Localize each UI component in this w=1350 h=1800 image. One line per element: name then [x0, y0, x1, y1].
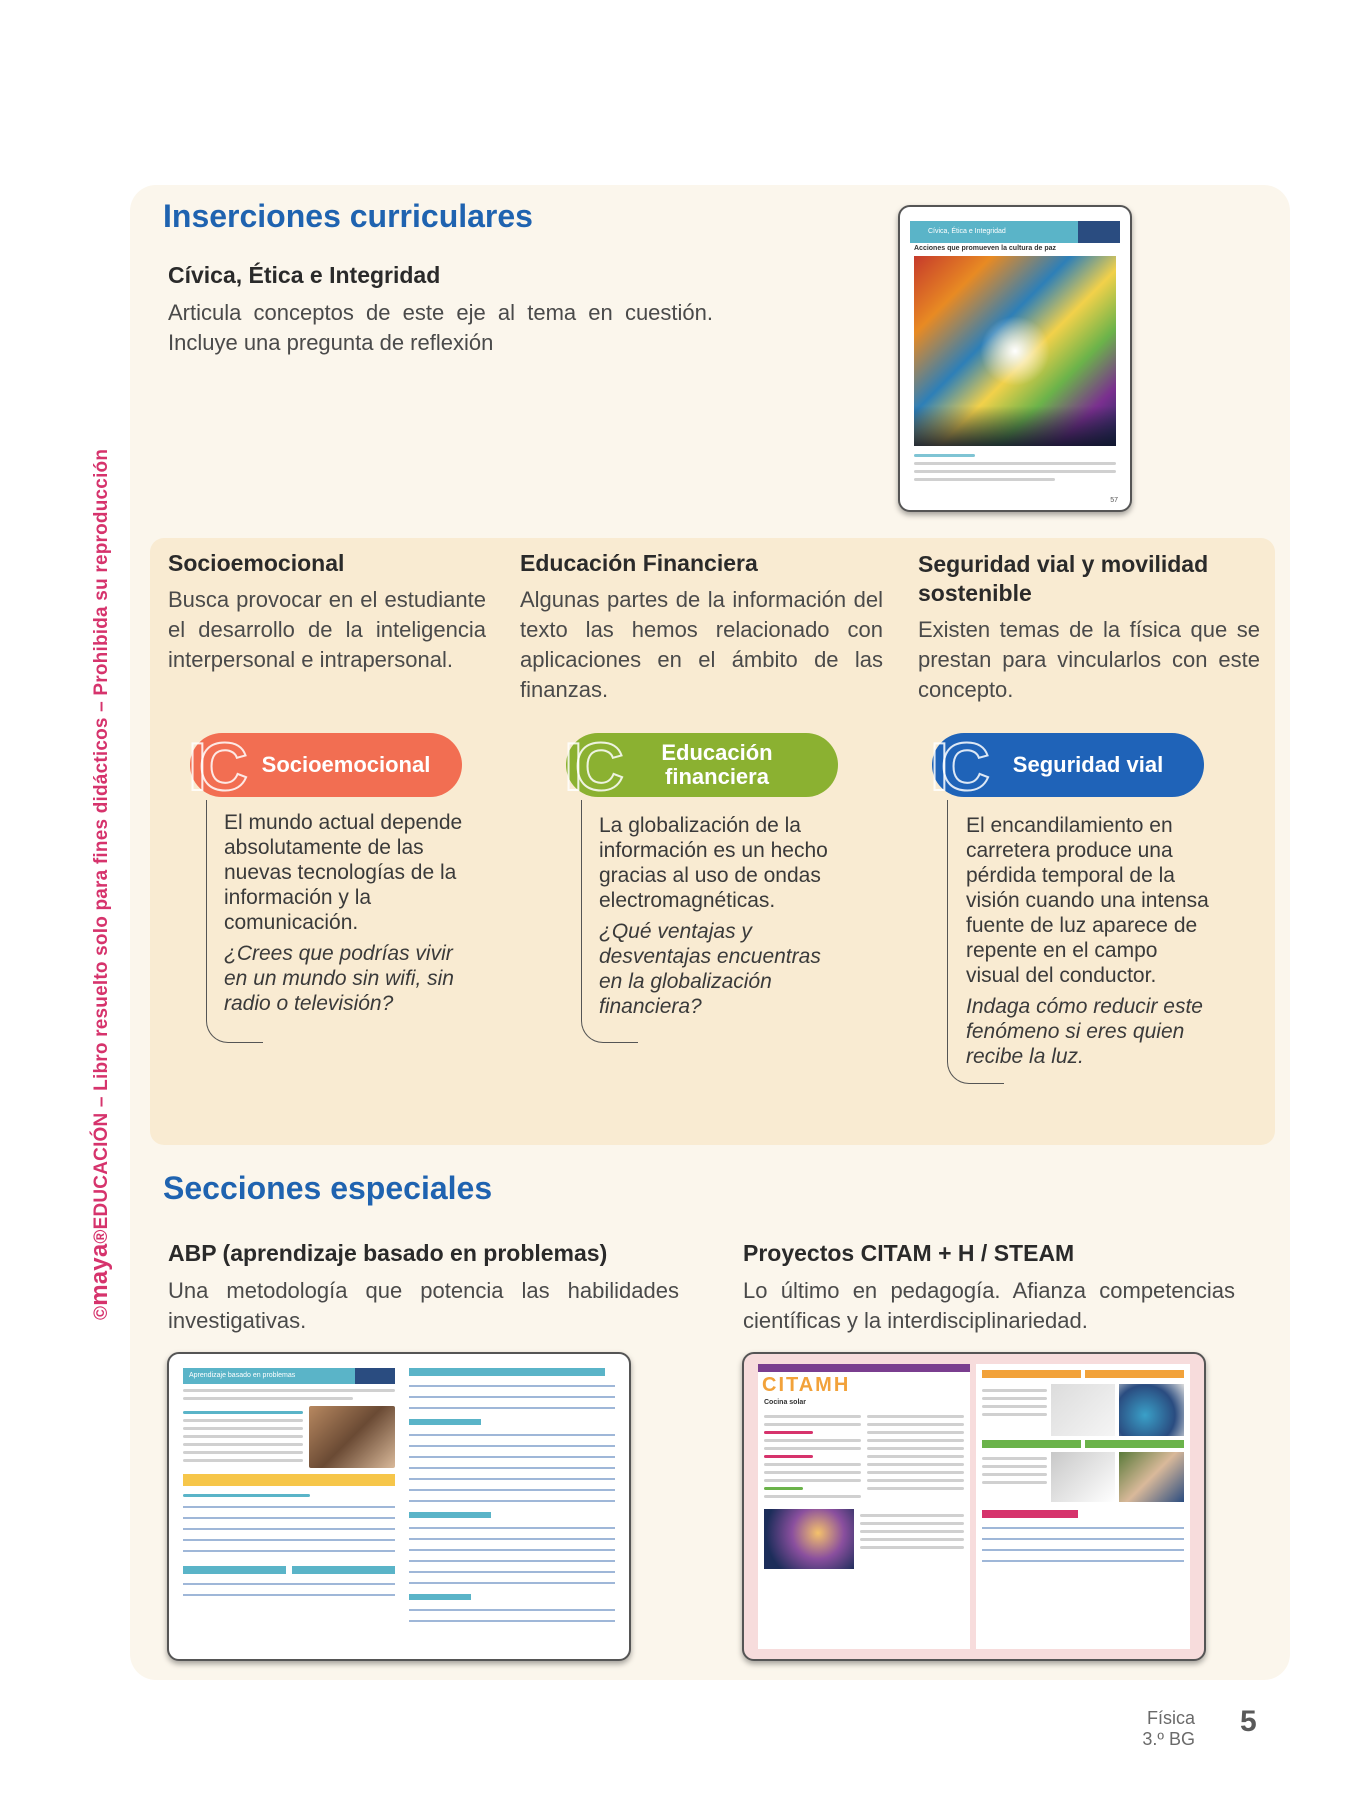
socioemocional-heading: Socioemocional: [168, 550, 345, 576]
abp-body: Una metodología que potencia las habilidades investigativas.: [168, 1278, 679, 1333]
card-finanzas-body: La globalización de la información es un hecho gracias al uso de ondas electromagnéticas. ¿Qué ventajas y desventajas encuentras en la globalización financiera?: [599, 814, 828, 1018]
card-socioemocional-tag: Socioemocional: [190, 733, 462, 797]
ic-logo-icon: IC: [188, 729, 240, 805]
finanzas-heading: Educación Financiera: [520, 550, 758, 576]
abp-thumb-header: Aprendizaje basado en problemas: [183, 1368, 395, 1384]
card-seguridad-body: El encandilamiento en carretera produce una pérdida temporal de la visión cuando una intensa fuente de luz aparece de repente en el campo visual del conductor. Indaga cómo reducir este fenómeno si eres quien recibe la luz.: [966, 814, 1209, 1068]
socioemocional-body: Busca provocar en el estudiante el desarrollo de la inteligencia interpersonal e intrapersonal.: [168, 587, 486, 672]
page-number: 5: [1240, 1705, 1257, 1738]
citam-thumb-letters: CITAMH: [762, 1374, 851, 1396]
copyright-side-note: ©maya®EDUCACIÓN – Libro resuelto solo para fines didácticos – Prohibida su reproducción: [86, 448, 113, 1320]
citam-thumb-photo: [764, 1509, 854, 1569]
section-title-inserciones: Inserciones curriculares: [163, 198, 533, 234]
thumb-subheader: Acciones que promueven la cultura de paz: [914, 245, 1056, 252]
thumb-header: Cívica, Ética e Integridad: [910, 221, 1120, 243]
card-finanzas-tag: Educación financiera: [566, 733, 838, 797]
abp-spread-thumbnail: [167, 1352, 631, 1661]
citam-body: Lo último en pedagogía. Afianza competencias científicas y la interdisciplinariedad.: [743, 1278, 1235, 1333]
seguridad-body: Existen temas de la física que se prestan para vincularlos con este concepto.: [918, 617, 1260, 702]
ic-logo-icon: IC: [564, 729, 616, 805]
finanzas-body: Algunas partes de la información del texto las hemos relacionado con aplicaciones en el ámbito de las finanzas.: [520, 587, 883, 702]
civica-page-thumbnail: Cívica, Ética e Integridad Acciones que promueven la cultura de paz 57: [898, 205, 1132, 512]
abp-heading: ABP (aprendizaje basado en problemas): [168, 1240, 608, 1266]
citam-heading: Proyectos CITAM + H / STEAM: [743, 1240, 1075, 1266]
seguridad-heading: Seguridad vial y movilidad sostenible: [918, 551, 1209, 606]
abp-thumb-photo: [309, 1406, 395, 1468]
thumb-artwork: [914, 256, 1116, 446]
section-title-secciones: Secciones especiales: [163, 1170, 493, 1206]
card-seguridad-tag: Seguridad vial: [932, 733, 1204, 797]
civica-heading: Cívica, Ética e Integridad: [168, 262, 441, 288]
brand-logo: maya: [86, 1243, 113, 1306]
citam-spread-thumbnail: CITAMH Cocina solar: [742, 1352, 1206, 1661]
card-socioemocional-body: El mundo actual depende absolutamente de las nuevas tecnologías de la información y la comunicación. ¿Crees que podrías vivir en un mundo sin wifi, sin radio o televisión?: [224, 811, 463, 1015]
ic-logo-icon: IC: [930, 729, 982, 805]
civica-body: Articula conceptos de este eje al tema en cuestión. Incluye una pregunta de reflexión: [168, 300, 713, 355]
footer-subject: Física 3.º BG: [1142, 1708, 1195, 1749]
